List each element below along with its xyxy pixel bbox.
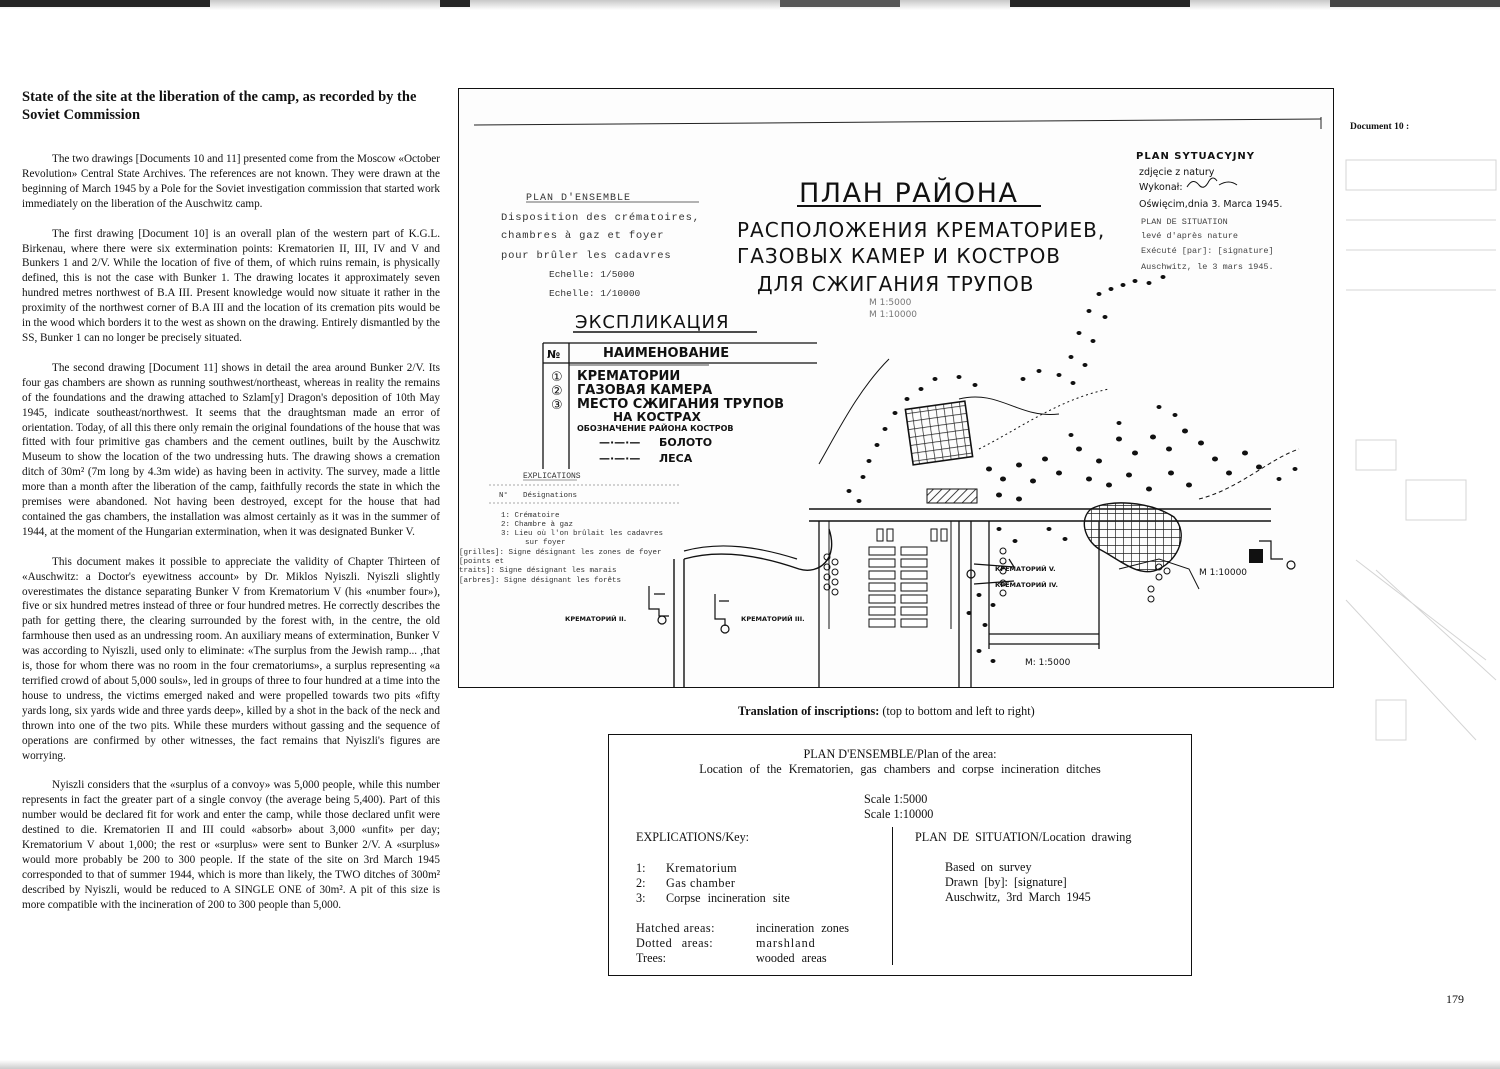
legend-num-2: ② [551,384,563,399]
area-value-3: wooded areas [756,951,827,965]
legend-num-header: № [547,348,561,361]
inner-frame-top [474,119,1321,125]
key-label-3: Corpse incineration site [666,891,790,905]
article-heading: State of the site at the liberation of the camp, as recorded by the Soviet Commission [22,89,417,123]
translation-scale-2: Scale 1:10000 [864,807,934,821]
area-value-2: marshland [756,936,816,950]
russian-subtitle-1: ГАЗОВЫХ КАМЕР И КОСТРОВ [737,244,1062,268]
fr-situation-1: levé d'après nature [1141,231,1238,241]
label-krema-2: КРЕМАТОРИЙ II. [565,615,627,623]
situation-line-2: Drawn [by]: [signature] [945,875,1067,889]
french-line-2: chambres à gaz et foyer [501,230,665,242]
legend-swamp-dashes: —·—·— [599,436,641,449]
translation-box [608,734,1192,976]
explications-note-1: [points et [459,558,505,566]
area-label-1: Hatched areas: [636,921,716,935]
legend-num-1: ① [551,370,563,385]
signature-mark [1187,178,1237,187]
scan-bottom-edge [0,1060,1500,1069]
explications-note-3: [arbres]: Signe désignant les forêts [459,577,622,585]
paragraph-1: The two drawings [Documents 10 and 11] presented come from the Moscow «October Revolution» Central State Archives. The references are not known. They were drawn at the beginning of March 1945 by a Pole for the Soviet investigation commission that started work immediately on the liberation of the Auschwitz camp. [22,153,440,210]
legend-forest-dashes: —·—·— [599,452,641,465]
explications-num-header: N° [499,492,509,500]
paragraph-2: The first drawing [Document 10] is an overall plan of the western part of K.G.L. Birkenau, where there were six extermination points: Krematorien II, III, IV and V and Bunkers 1 and 2/V. While the location of five of them, of which ruins remain, is physically defined, this is not the case with Bunker 1. The drawing locates it approximately seven hundred metres northwest of B.A III. Present knowledge would now situate it rather in the proximity of the northwest corner of B.A III and the location of its cremation pits would be in the wood which borders it to the west as shown on the drawing. Entirely dismantled by the SS, Bunker 1 can no longer be precisely situated. [22,227,440,344]
legend-item-1: ГАЗОВАЯ КАМЕРА [577,383,713,398]
key-label-1: Krematorium [666,861,738,875]
situation-line-1: Based on survey [945,860,1032,874]
legend-item-5: БОЛОТО [659,436,713,449]
situation-line-3: Auschwitz, 3rd March 1945 [945,890,1091,904]
area-label-2: Dotted areas: [636,936,714,950]
french-line-1: Disposition des crématoires, [501,212,700,224]
explications-name-header: Désignations [523,492,578,500]
french-line-5: Echelle: 1/10000 [549,288,641,299]
paragraph-5: Nyiszli considers that the «surplus of a convoy» was 5,000 people, while this number represents in fact the greater part of a single convoy (the average being 5,400). Part of this number would be declared fit for work and enter the camp, while those declared unfit were destined to die. Krematorien II and III could «absorb» about 3,000 «unfit» per day; Krematorium V about 1,000; the rest or «surplus» were sent to Bunker 2/V. A «surplus» would more probably be 200 to 300 people. If the state of the site on 3rd March 1945 corresponded to that of summer 1944, which is more than likely, the TWO ditches of 300m² described by Nyiszli, would be reduced to A SINGLE ONE of 30m². A pit of this size is more compatible with the incineration of 200 to 300 people than 5,000. [22,779,440,911]
french-line-4: Echelle: 1/5000 [549,269,635,280]
scale-mark-1: M 1:10000 [869,310,918,320]
translation-scale-1: Scale 1:5000 [864,792,928,806]
situation-block [1136,151,1282,272]
area-value-1: incineration zones [756,921,850,935]
explications-item-2: 3: Lieu où l'on brûlait les cadavres [501,530,664,538]
french-explications [459,472,679,585]
paragraph-3: The second drawing [Document 11] shows in detail the area around Bunker 2/V. Its four gas chambers are shown as running southwest/northeast, whereas in reality the remains of the foundations and the drawing attached to Szlam[y] Dragon's deposition of 10th May 1945, indicate southeast/northwest. It seems that the draughtsman made an error of orientation. Today, of all this there only remain the original foundations of the house that was fitted with four primitive gas chambers and the cement outlines, built by the Auschwitz Museum to show the location of the two undressing huts. The drawing shows a cremation ditch of 30m² (7m long by 4.3m wide) as having been in activity. The survey, made a little more than a month after the liberation of the camp, faithfully records the state in which the premises were abandoned. Not having been destroyed, except for the house that had contained the gas chambers, the installation was almost certainly as it was in the summer of 1944, at the moment of the Hungarian extermination, when it was designated Bunker V. [22,361,440,538]
explications-item-3: sur foyer [525,539,566,547]
area-label-3: Trees: [636,951,667,965]
situation-title: PLAN DE SITUATION/Location drawing [915,830,1132,844]
figure-caption [738,704,1035,719]
legend-num-3: ③ [551,398,563,413]
polish-line-1: zdjęcie z natury [1139,167,1215,178]
explications-note-0: [grilles]: Signe désignant les zones de foyer [459,549,662,557]
french-line-0: PLAN D'ENSEMBLE [526,193,632,204]
key-num-2: 2: [636,876,646,890]
hut-rows [869,529,947,627]
polish-line-3: Oświęcim,dnia 3. Marca 1945. [1139,199,1283,210]
explications-item-1: 2: Chambre à gaz [501,521,574,529]
scale-mark-0: M 1:5000 [869,298,912,308]
polish-line-2: Wykonał: [1139,182,1183,193]
caption-bold: Translation of inscriptions: [738,704,880,718]
explications-title: EXPLICATIONS [523,472,581,481]
plan-figure [458,88,1334,688]
fr-situation-0: PLAN DE SITUATION [1141,217,1228,227]
polish-line-0: PLAN SYTUACYJNY [1136,151,1256,162]
explications-item-0: 1: Crématoire [501,512,560,520]
legend-item-0: КРЕМАТОРИИ [577,369,681,384]
french-line-3: pour brûler les cadavres [501,250,672,262]
translation-divider [892,827,893,965]
forest-trees [847,275,1298,663]
fr-situation-3: Auschwitz, le 3 mars 1945. [1141,262,1274,272]
label-krema-4: КРЕМАТОРИЙ IV. [995,581,1058,589]
legend-item-3: НА КОСТРАХ [613,410,701,424]
label-scale-bottom: M: 1:5000 [1025,658,1071,668]
document-label: Document 10 : [1350,122,1410,132]
russian-legend [543,312,817,469]
scan-top-edge [0,0,1500,10]
translation-title: PLAN D'ENSEMBLE/Plan of the area: [803,747,997,761]
french-plan-block [501,192,700,299]
legend-name-header: НАИМЕНОВАНИЕ [603,346,730,361]
label-scale-right: M 1:10000 [1199,568,1248,578]
plan-drawing [459,89,1333,687]
label-krema-3: КРЕМАТОРИЙ III. [741,615,805,623]
russian-title-block [737,177,1105,320]
bleed-through-page [1336,140,1500,780]
caption-rest: (top to bottom and left to right) [879,704,1035,718]
legend-item-6: ЛЕСА [659,452,693,465]
key-num-3: 3: [636,891,646,905]
label-krema-5: КРЕМАТОРИЙ V. [995,565,1056,573]
russian-title: ПЛАН РАЙОНА [799,178,1019,209]
translation-subtitle: Location of the Krematorien, gas chambers and corpse incineration ditches [699,762,1101,776]
key-title: EXPLICATIONS/Key: [636,830,750,844]
page-number: 179 [1446,992,1464,1006]
russian-subtitle-0: РАСПОЛОЖЕНИЯ КРЕМАТОРИЕВ, [737,218,1106,242]
key-label-2: Gas chamber [666,876,736,890]
fr-situation-2: Exécuté [par]: [signature] [1141,246,1274,256]
legend-item-4: ОБОЗНАЧЕНИЕ РАЙОНА КОСТРОВ [577,424,734,433]
key-num-1: 1: [636,861,646,875]
russian-subtitle-2: ДЛЯ СЖИГАНИЯ ТРУПОВ [757,272,1035,296]
paragraph-4: This document makes it possible to appreciate the validity of Chapter Thirteen of «Auschwitz: a Doctor's eyewitness account» by Dr. Miklos Nyiszli. Nyiszli slightly overestimates the distance separating Bunker V from Krematorium V (his «number four»), five or six hundred metres instead of three or four hundred metres. He correctly describes the path for getting there, the clearing surrounded by the forest with, in the centre, the old farmhouse then used as an undressing room. An auxiliary means of extermination, Bunker V was according to Nyiszli, used only to eliminate: «The surplus from the Jewish ramp... ,that is, those for whom there was no room in the four crematoriums», a surplus representing «a terrified crowd of about 5,000 souls», led in groups of three to four hundred at a time into the house to undress, the victims emerged naked and were propelled towards two pits «fifty yards long, six yards wide and three yards deep», killed by a shot in the back of the neck and thrown into one of the two pits. While these murders without gassing and the sequence of operations are confirmed by other witnesses, the fact remains that Nyiszli's figures are worrying. [22,555,440,762]
legend-title: ЭКСПЛИКАЦИЯ [575,312,730,333]
article-column [22,88,440,928]
legend-item-2: МЕСТО СЖИГАНИЯ ТРУПОВ [577,397,785,412]
explications-note-2: traits]: Signe désignant les marais [459,567,617,575]
